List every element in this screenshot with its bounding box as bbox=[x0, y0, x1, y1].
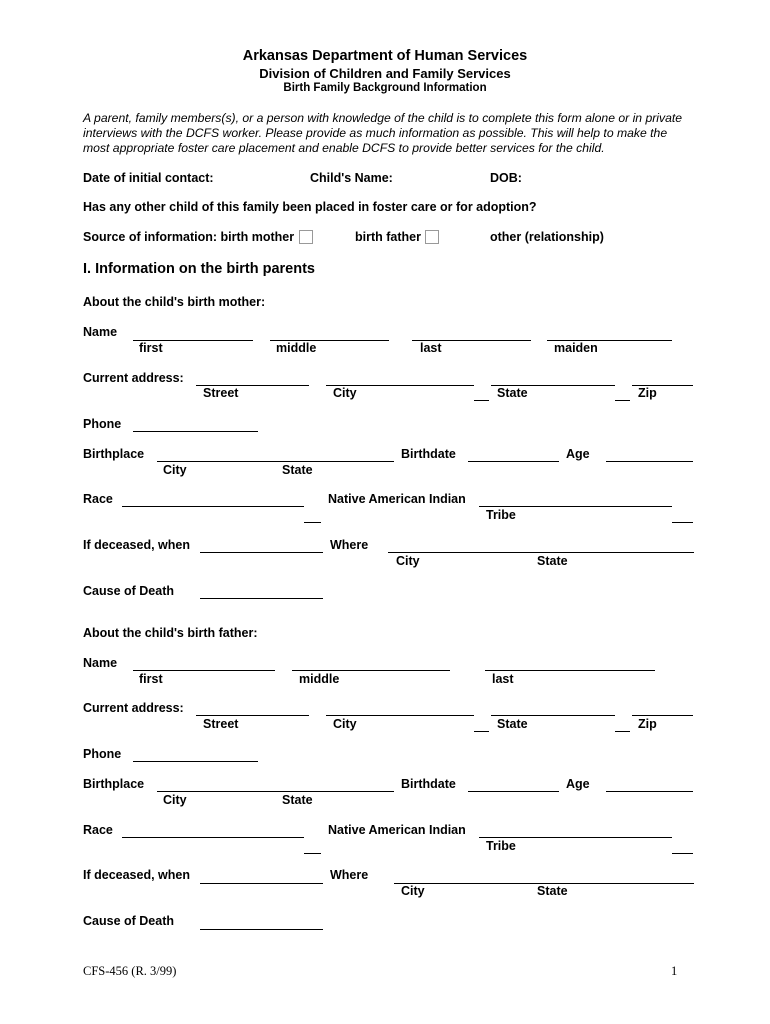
mother-deceased-where-field[interactable] bbox=[388, 552, 694, 553]
mother-tribe-field[interactable] bbox=[479, 506, 672, 507]
father-zip-field[interactable] bbox=[632, 715, 693, 716]
mother-birth-state-caption: State bbox=[282, 463, 313, 477]
father-tribe-field[interactable] bbox=[479, 837, 672, 838]
father-deceased-label: If deceased, when bbox=[83, 868, 190, 882]
mother-race-label: Race bbox=[83, 492, 113, 506]
father-first-caption: first bbox=[139, 672, 163, 686]
division-title: Division of Children and Family Services bbox=[259, 66, 511, 81]
other-relationship-label: other (relationship) bbox=[490, 230, 604, 244]
mother-first-caption: first bbox=[139, 341, 163, 355]
mother-cause-of-death-label: Cause of Death bbox=[83, 584, 174, 598]
father-age-field[interactable] bbox=[606, 791, 693, 792]
father-last-caption: last bbox=[492, 672, 514, 686]
mother-deceased-when-field[interactable] bbox=[200, 552, 323, 553]
father-address-blank-2[interactable] bbox=[615, 731, 630, 732]
intro-text: A parent, family members(s), or a person with knowledge of the child is to complete this form alone or in private interviews with the DCFS worker. Please provide as much information as possible. This will help to make the most appropriate foster care placement and enable DCFS to provide better services for the child. bbox=[83, 111, 683, 155]
father-phone-field[interactable] bbox=[133, 761, 258, 762]
father-race-field[interactable] bbox=[122, 837, 304, 838]
mother-birth-city-caption: City bbox=[163, 463, 187, 477]
mother-tribe-blank[interactable] bbox=[672, 522, 693, 523]
date-initial-contact-label: Date of initial contact: bbox=[83, 171, 214, 185]
agency-title: Arkansas Department of Human Services bbox=[242, 48, 528, 64]
father-street-field[interactable] bbox=[196, 715, 309, 716]
mother-phone-label: Phone bbox=[83, 417, 122, 431]
page-number: 1 bbox=[671, 964, 678, 978]
father-death-state-caption: State bbox=[537, 884, 568, 898]
mother-where-label: Where bbox=[330, 538, 369, 552]
father-where-label: Where bbox=[330, 868, 369, 882]
father-native-american-blank[interactable] bbox=[304, 853, 321, 854]
father-native-american-label: Native American Indian bbox=[328, 823, 466, 837]
father-age-label: Age bbox=[566, 777, 590, 791]
mother-address-label: Current address: bbox=[83, 371, 184, 385]
father-birth-state-caption: State bbox=[282, 793, 313, 807]
father-street-caption: Street bbox=[203, 717, 239, 731]
mother-death-city-caption: City bbox=[396, 554, 420, 568]
father-race-label: Race bbox=[83, 823, 113, 837]
father-tribe-blank[interactable] bbox=[672, 853, 693, 854]
mother-maiden-caption: maiden bbox=[554, 341, 598, 355]
mother-deceased-label: If deceased, when bbox=[83, 538, 190, 552]
section-1-title: I. Information on the birth parents bbox=[83, 261, 315, 277]
mother-state-caption: State bbox=[497, 386, 528, 400]
foster-care-question: Has any other child of this family been placed in foster care or for adoption? bbox=[83, 200, 537, 214]
mother-age-field[interactable] bbox=[606, 461, 693, 462]
form-title: Birth Family Background Information bbox=[283, 82, 487, 94]
father-death-city-caption: City bbox=[401, 884, 425, 898]
father-zip-caption: Zip bbox=[638, 717, 657, 731]
mother-address-blank-1[interactable] bbox=[474, 400, 489, 401]
father-birthdate-field[interactable] bbox=[468, 791, 559, 792]
mother-middle-caption: middle bbox=[276, 341, 317, 355]
form-number: CFS-456 (R. 3/99) bbox=[83, 964, 177, 978]
mother-race-field[interactable] bbox=[122, 506, 304, 507]
mother-birthplace-field[interactable] bbox=[157, 461, 394, 462]
father-heading: About the child's birth father: bbox=[83, 626, 258, 640]
father-tribe-caption: Tribe bbox=[486, 839, 516, 853]
dob-label: DOB: bbox=[490, 171, 522, 185]
father-state-field[interactable] bbox=[491, 715, 615, 716]
mother-native-american-blank[interactable] bbox=[304, 522, 321, 523]
father-middle-caption: middle bbox=[299, 672, 340, 686]
father-birthplace-field[interactable] bbox=[157, 791, 394, 792]
mother-death-state-caption: State bbox=[537, 554, 568, 568]
father-deceased-when-field[interactable] bbox=[200, 883, 323, 884]
father-cause-of-death-field[interactable] bbox=[200, 929, 323, 930]
mother-address-blank-2[interactable] bbox=[615, 400, 630, 401]
father-middle-name-field[interactable] bbox=[292, 670, 450, 671]
mother-last-caption: last bbox=[420, 341, 442, 355]
mother-city-caption: City bbox=[333, 386, 357, 400]
father-birth-city-caption: City bbox=[163, 793, 187, 807]
father-state-caption: State bbox=[497, 717, 528, 731]
birth-father-label: birth father bbox=[355, 230, 421, 244]
father-address-blank-1[interactable] bbox=[474, 731, 489, 732]
birth-mother-checkbox[interactable] bbox=[299, 230, 313, 244]
father-cause-of-death-label: Cause of Death bbox=[83, 914, 174, 928]
mother-name-label: Name bbox=[83, 325, 118, 339]
mother-phone-field[interactable] bbox=[133, 431, 258, 432]
father-last-name-field[interactable] bbox=[485, 670, 655, 671]
source-birth-mother-label: Source of information: birth mother bbox=[83, 230, 295, 244]
mother-zip-caption: Zip bbox=[638, 386, 657, 400]
mother-cause-of-death-field[interactable] bbox=[200, 598, 323, 599]
father-address-label: Current address: bbox=[83, 701, 184, 715]
mother-birthdate-field[interactable] bbox=[468, 461, 559, 462]
father-phone-label: Phone bbox=[83, 747, 122, 761]
mother-birthplace-label: Birthplace bbox=[83, 447, 145, 461]
mother-age-label: Age bbox=[566, 447, 590, 461]
mother-heading: About the child's birth mother: bbox=[83, 295, 266, 309]
father-first-name-field[interactable] bbox=[133, 670, 275, 671]
father-city-field[interactable] bbox=[326, 715, 474, 716]
mother-birthdate-label: Birthdate bbox=[401, 447, 456, 461]
mother-tribe-caption: Tribe bbox=[486, 508, 516, 522]
father-city-caption: City bbox=[333, 717, 357, 731]
birth-father-checkbox[interactable] bbox=[425, 230, 439, 244]
mother-native-american-label: Native American Indian bbox=[328, 492, 466, 506]
father-name-label: Name bbox=[83, 656, 118, 670]
father-birthdate-label: Birthdate bbox=[401, 777, 456, 791]
mother-street-caption: Street bbox=[203, 386, 239, 400]
childs-name-label: Child's Name: bbox=[310, 171, 393, 185]
father-birthplace-label: Birthplace bbox=[83, 777, 145, 791]
